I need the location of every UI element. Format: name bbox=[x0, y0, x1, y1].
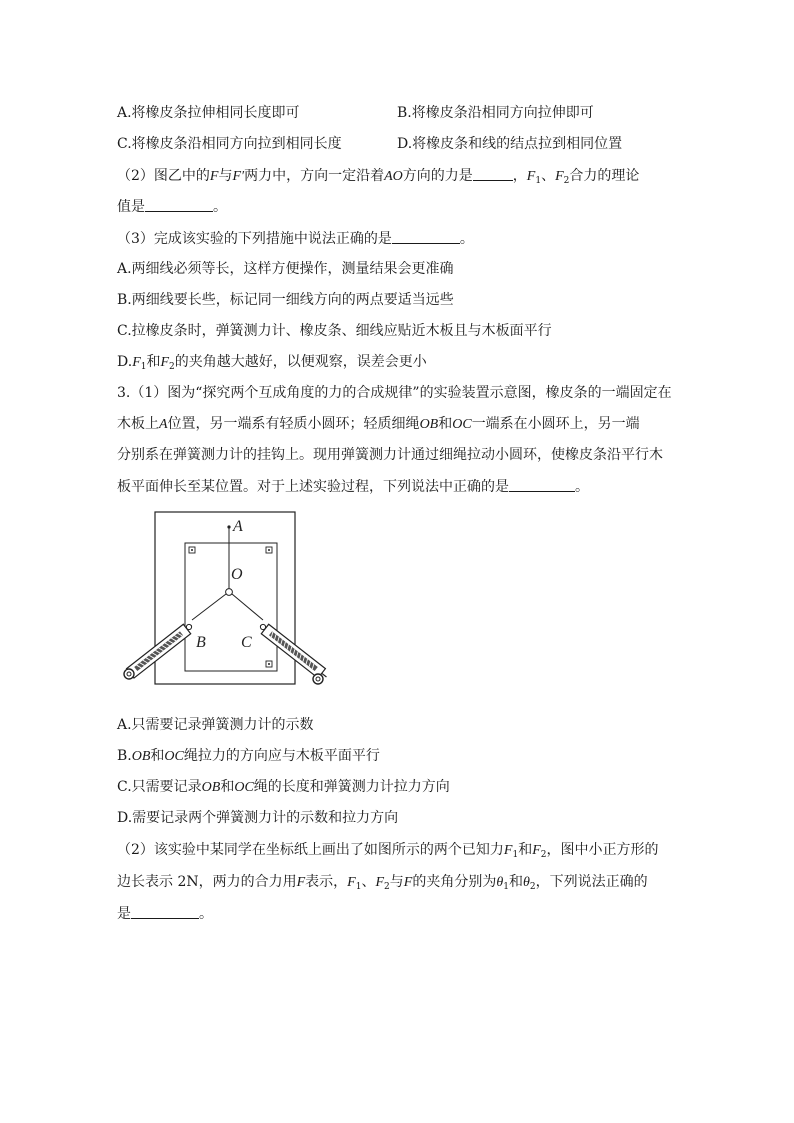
q3-part2-line3: 是 。 bbox=[117, 903, 213, 924]
q2-option-c: C.将橡皮条沿相同方向拉到相同长度 bbox=[117, 136, 342, 152]
spring-balance-right bbox=[257, 621, 331, 682]
q2-part2-line1: （2）图乙中的F与F′两力中，方向一定沿着AO方向的力是 ，$F_1$、$F_2$合力的理论 bbox=[117, 165, 639, 191]
q3-stem-line1: 3.（1）图为“探究两个互成角度的力的合成规律”的实验装置示意图，橡皮条的一端固定在 bbox=[117, 385, 672, 401]
q3-option-c: C.只需要记录OB和OC绳的长度和弹簧测力计拉力方向 bbox=[117, 779, 450, 795]
q3-option-d: D.需要记录两个弹簧测力计的示数和拉力方向 bbox=[117, 810, 399, 826]
hook-icon bbox=[260, 624, 265, 629]
paper-sheet bbox=[185, 543, 277, 671]
outer-board bbox=[155, 512, 295, 684]
q3-part2-line1: （2）该实验中某同学在坐标纸上画出了如图所示的两个已知力$F_1$和$F_2$，图中小正方形的 bbox=[117, 842, 659, 860]
q2-option-d: D.将橡皮条和线的结点拉到相同位置 bbox=[397, 136, 623, 152]
label-b: B bbox=[196, 634, 206, 651]
q3-option-a: A.只需要记录弹簧测力计的示数 bbox=[117, 717, 314, 733]
q2-part2-line2: 值是 。 bbox=[117, 196, 227, 217]
q3-stem-line4: 板平面伸长至某位置。对于上述实验过程，下列说法中正确的是 。 bbox=[117, 476, 589, 497]
q3-part2-line2: 边长表示 2N，两力的合力用F表示，$F_1$、$F_2$与F的夹角分别为$\theta_1$和$\theta_2$，下列说法正确的 bbox=[117, 874, 648, 892]
label-a: A bbox=[233, 518, 243, 535]
q3-stem-line3: 分别系在弹簧测力计的挂钩上。现用弹簧测力计通过细绳拉动小圆环，使橡皮条沿平行木 bbox=[117, 447, 663, 463]
hook-icon bbox=[186, 624, 191, 629]
point-a bbox=[227, 525, 230, 528]
q2-part3-option-b: B.两细线要长些，标记同一细线方向的两点要适当远些 bbox=[117, 292, 454, 308]
q2-option-a: A.将橡皮条拉伸相同长度即可 bbox=[117, 105, 300, 121]
q2-option-b: B.将橡皮条沿相同方向拉伸即可 bbox=[397, 105, 594, 121]
experiment-apparatus-diagram bbox=[117, 507, 332, 703]
q2-part3-option-a: A.两细线必须等长，这样方便操作，测量结果会更准确 bbox=[117, 261, 454, 277]
answer-blank[interactable] bbox=[509, 476, 575, 492]
q3-option-b: B.OB和OC绳拉力的方向应与木板平面平行 bbox=[117, 748, 380, 764]
small-ring-icon bbox=[226, 589, 233, 596]
q2-part3-option-c: C.拉橡皮条时，弹簧测力计、橡皮条、细线应贴近木板且与木板面平行 bbox=[117, 323, 552, 339]
string-oc bbox=[232, 594, 263, 620]
q2-part3-stem: （3）完成该实验的下列措施中说法正确的是 。 bbox=[117, 228, 474, 249]
answer-blank[interactable] bbox=[473, 165, 513, 181]
string-ob bbox=[192, 594, 226, 620]
answer-blank[interactable] bbox=[392, 228, 460, 244]
label-o: O bbox=[231, 566, 243, 583]
answer-blank[interactable] bbox=[145, 196, 213, 212]
q2-part3-option-d: $D.F_1$和$F_2$的夹角越大越好，以便观察，误差会更小 bbox=[117, 354, 427, 372]
answer-blank[interactable] bbox=[131, 903, 199, 919]
q3-stem-line2: 木板上A位置，另一端系有轻质小圆环；轻质细绳OB和OC一端系在小圆环上，另一端 bbox=[117, 416, 640, 432]
label-c: C bbox=[241, 634, 252, 651]
